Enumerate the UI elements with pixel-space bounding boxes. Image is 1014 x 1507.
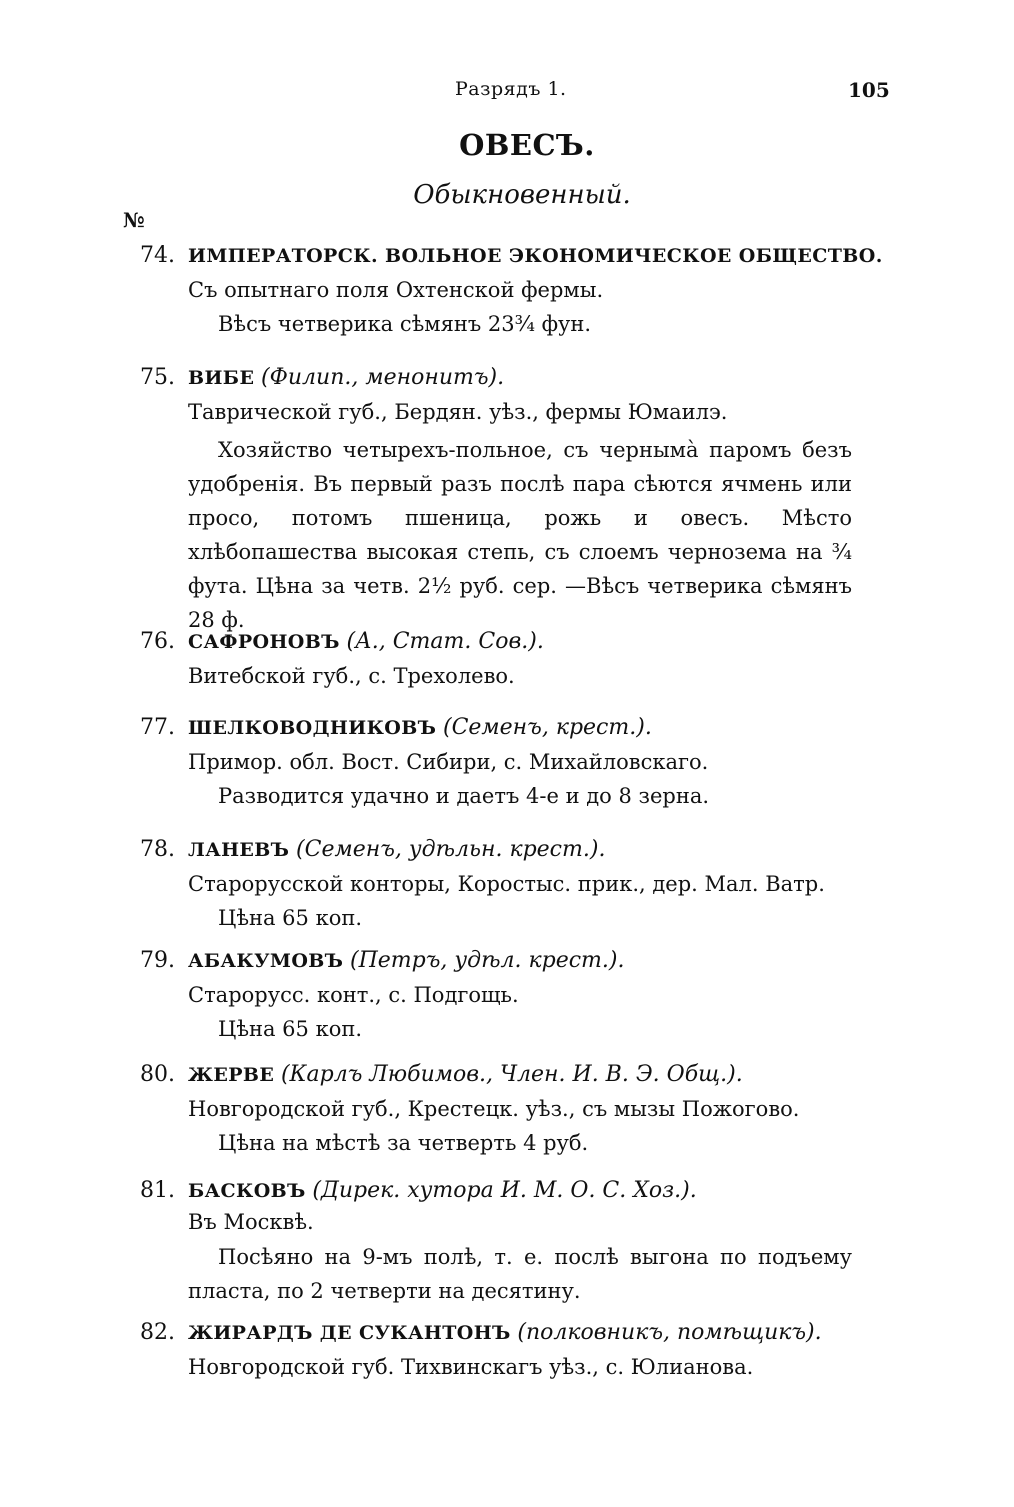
- entry-note: Цѣна 65 коп.: [218, 1017, 363, 1041]
- entry-role: (Филип., менонитъ).: [261, 365, 505, 390]
- numero-sign: №: [123, 208, 145, 232]
- entry-name: АБАКУМОВЪ: [188, 950, 344, 972]
- entry-location: Примор. обл. Вост. Сибири, с. Михайловскаго.: [188, 750, 709, 774]
- page-number: 105: [848, 78, 890, 102]
- entry-name: ИМПЕРАТОРСК. ВОЛЬНОЕ ЭКОНОМИЧЕСКОЕ ОБЩЕСТВО.: [188, 245, 883, 267]
- entry-role: (Дирек. хутора И. М. О. С. Хоз.).: [312, 1178, 697, 1203]
- entry-role: (Семенъ, крест.).: [442, 715, 652, 740]
- entry-75: [140, 360, 900, 637]
- entry-number: 78.: [140, 837, 175, 862]
- entry-number: 74.: [140, 243, 175, 268]
- entry-location: Въ Москвѣ.: [188, 1210, 314, 1234]
- entry-number: 76.: [140, 629, 175, 654]
- entry-location: Витебской губ., с. Трехолево.: [188, 664, 515, 688]
- entry-location: Новгородской губ. Тихвинскагъ уѣз., с. Юлианова.: [188, 1355, 754, 1379]
- entry-number: 82.: [140, 1320, 175, 1345]
- entry-location: Новгородской губ., Крестецк. уѣз., съ мызы Пожогово.: [188, 1097, 800, 1121]
- entry-role: (Карлъ Любимов., Член. И. В. Э. Общ.).: [280, 1062, 743, 1087]
- entry-note: Цѣна 65 коп.: [218, 906, 363, 930]
- entry-82: [140, 1315, 900, 1384]
- entry-location: Старорусс. конт., с. Подгощь.: [188, 983, 519, 1007]
- section-subtitle: Обыкновенный.: [413, 180, 631, 210]
- entry-paragraph: Хозяйство четырехъ-польное, съ черныма̀ паромъ безъ удобренія. Въ первый разъ послѣ пара сѣются ячмень или просо, потомъ пшеница, рожь и овесъ. Мѣсто хлѣбопашества высокая степь, съ слоемъ чернозема на ¾ фута. Цѣна за четв. 2½ руб. сер. —Вѣсъ четверика сѣмянъ 28 ф.: [188, 438, 852, 632]
- entry-74: [140, 238, 900, 341]
- entry-role: (полковникъ, помѣщикъ).: [517, 1320, 822, 1345]
- entry-role: (Петръ, удѣл. крест.).: [350, 948, 625, 973]
- entry-number: 80.: [140, 1062, 175, 1087]
- entry-location: Таврической губ., Бердян. уѣз., фермы Юмаилэ.: [188, 400, 728, 424]
- entry-paragraph: Посѣяно на 9-мъ полѣ, т. е. послѣ выгона по подъему пласта, по 2 четверти на десятину.: [188, 1245, 852, 1303]
- entry-name: ВИБЕ: [188, 367, 255, 389]
- entry-number: 77.: [140, 715, 175, 740]
- entry-role: (А., Стат. Сов.).: [346, 629, 544, 654]
- entry-name: ЖЕРВЕ: [188, 1064, 275, 1086]
- entry-number: 81.: [140, 1178, 175, 1203]
- entry-note: Разводится удачно и даетъ 4-е и до 8 зерна.: [218, 784, 710, 808]
- entry-role: (Семенъ, удѣльн. крест.).: [296, 837, 606, 862]
- entry-note: Цѣна на мѣстѣ за четверть 4 руб.: [218, 1131, 589, 1155]
- entry-80: [140, 1057, 900, 1160]
- entry-name: САФРОНОВЪ: [188, 631, 340, 653]
- entry-location: Старорусской конторы, Коростыс. прик., дер. Мал. Ватр.: [188, 872, 825, 896]
- entry-name: БАСКОВЪ: [188, 1180, 306, 1202]
- entry-77: [140, 710, 900, 813]
- entry-76: [140, 624, 900, 693]
- entry-78: [140, 832, 900, 935]
- entry-name: ЛАНЕВЪ: [188, 839, 290, 861]
- entry-location: Съ опытнаго поля Охтенской фермы.: [188, 278, 604, 302]
- section-title: ОВЕСЪ.: [459, 128, 595, 162]
- running-head: Разрядъ 1.: [455, 78, 567, 100]
- entry-number: 75.: [140, 365, 175, 390]
- entry-79: [140, 943, 900, 1046]
- entry-81: [140, 1173, 900, 1308]
- entry-name: ШЕЛКОВОДНИКОВЪ: [188, 717, 437, 739]
- entry-name: ЖИРАРДЪ ДЕ СУКАНТОНЪ: [188, 1322, 511, 1344]
- entry-number: 79.: [140, 948, 175, 973]
- entry-note: Вѣсъ четверика сѣмянъ 23¾ фун.: [218, 312, 592, 336]
